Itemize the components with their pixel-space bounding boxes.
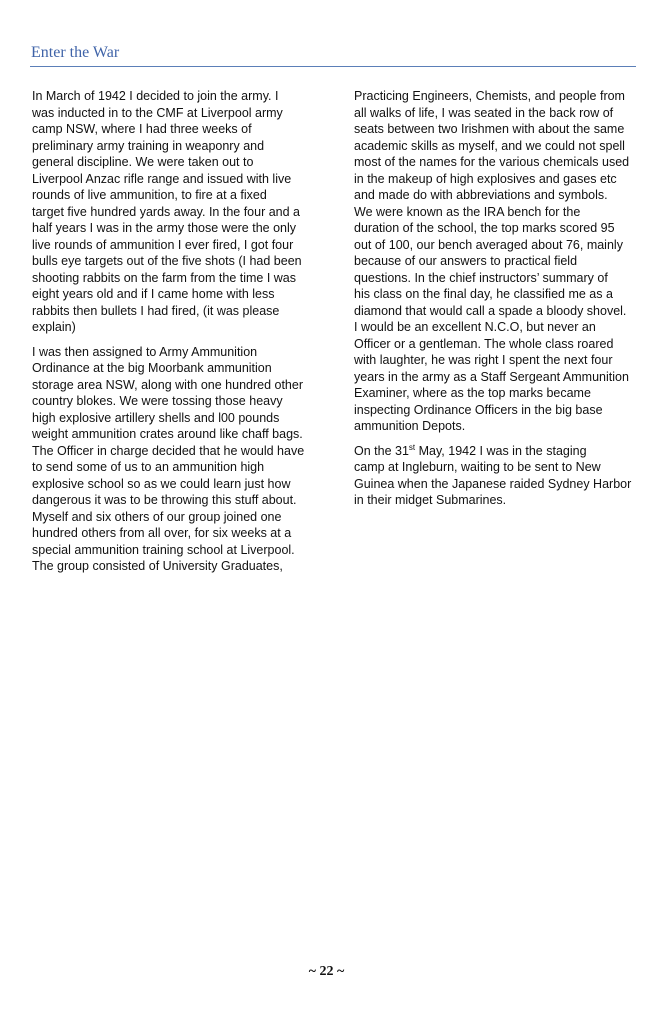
paragraph-ammunition-ordinance: I was then assigned to Army Ammunition Ordinance at the big Moorbank ammunition storage area NSW, along with one hundred other country blokes. We were tossing those heavy high explosive artillery shells and l00 pounds weight ammunition crates around like chaff bags. The Officer in charge decided that he would have to send some of us to an ammunition high explosive school so as we could learn just how dangerous it was to be throwing this stuff about. Myself and six others of our group joined one hundred others from all over, for six weeks at a special ammunition training school at Liverpool. The group consisted of University Graduates,: [32, 344, 305, 573]
paragraph-staging-camp: [354, 443, 639, 509]
section-title: Enter the War: [31, 44, 120, 61]
right-column: [354, 88, 639, 517]
page-header: [30, 44, 636, 67]
staging-camp-text-end: May, 1942 I was in the staging camp at Ingleburn, waiting to be sent to New Guinea when the Japanese raided Sydney Harbor in their midget Submarines.: [354, 443, 632, 507]
left-column: [32, 88, 317, 583]
paragraph-enlistment: In March of 1942 I decided to join the army. I was inducted in to the CMF at Liverpool army camp NSW, where I had three weeks of preliminary army training in weaponry and general discipline. We were taken out to Liverpool Anzac rifle range and issued with live rounds of live ammunition, to fire at a fixed target five hundred yards away. In the four and a half years I was in the army those were the only live rounds of ammunition I ever fired, I got four bulls eye targets out of the five shots (I had been shooting rabbits on the farm from the time I was eight years old and if I came home with less rabbits then bullets I had fired, (it was please explain): [32, 89, 302, 334]
page-number: ~ 22 ~: [308, 964, 345, 979]
paragraph-training-school: Practicing Engineers, Chemists, and people from all walks of life, I was seated in the back row of seats between two Irishmen with about the same academic skills as myself, and we could not spell most of the names for the various chemicals used in the makeup of high explosives and gases etc and made do with abbreviations and symbols. We were known as the IRA bench for the duration of the school, the top marks scored 95 out of 100, our bench averaged about 76, mainly because of our answers to practical field questions. In the chief instructors’ summary of his class on the final day, he classified me as a diamond that would call a spade a bloody shovel. I would be an excellent N.C.O, but never an Officer or a gentleman. The whole class roared with laughter, he was right I spent the next four years in the army as a Staff Sergeant Ammunition Examiner, where as the top marks became inspecting Ordinance Officers in the big base ammunition Depots.: [354, 89, 630, 433]
ordinal-suffix: st: [408, 442, 416, 452]
staging-camp-text-start: On the 31: [354, 443, 409, 458]
